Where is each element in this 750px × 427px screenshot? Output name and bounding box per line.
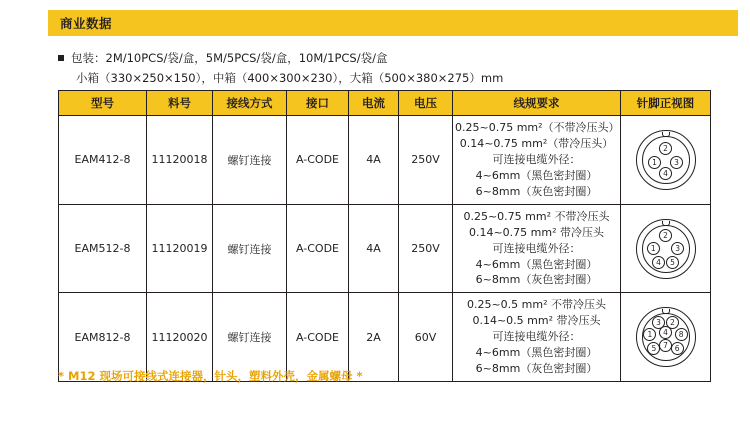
cell-part-no: 11120019	[147, 204, 213, 293]
connector-keyway-icon	[662, 309, 670, 314]
wire-spec-line: 可连接电缆外径：	[492, 241, 581, 255]
cell-wire-spec	[453, 204, 621, 293]
wire-spec-line: 可连接电缆外径：	[492, 330, 581, 344]
col-header-model: 型号	[59, 91, 147, 116]
connector-keyway-icon	[662, 132, 670, 137]
packaging-note	[58, 50, 387, 66]
pin: 3	[652, 316, 665, 329]
cell-interface: A-CODE	[287, 293, 349, 382]
pin: 5	[666, 256, 679, 269]
table-row	[59, 116, 711, 205]
col-header-wiring: 接线方式	[213, 91, 287, 116]
connector-4pin-icon	[636, 130, 696, 190]
cell-voltage: 60V	[399, 293, 453, 382]
cell-wiring: 螺钉连接	[213, 116, 287, 205]
wire-spec-line: 0.25~0.75 mm²（不带冷压头）	[455, 121, 620, 134]
col-header-voltage: 电压	[399, 91, 453, 116]
wire-spec-line: 0.25~0.5 mm² 不带冷压头	[466, 298, 607, 312]
section-header-bar	[48, 10, 738, 36]
col-header-current: 电流	[349, 91, 399, 116]
cell-wiring: 螺钉连接	[213, 204, 287, 293]
wire-spec-line: 0.14~0.75 mm² 带冷压头	[468, 225, 605, 239]
pin: 2	[659, 142, 672, 155]
pin: 4	[652, 256, 665, 269]
pin: 1	[647, 242, 660, 255]
col-header-pin-view: 针脚正视图	[621, 91, 711, 116]
pin: 4	[659, 326, 672, 339]
wire-spec-line: 6~8mm（灰色密封圈）	[475, 273, 598, 287]
pin: 4	[659, 167, 672, 180]
cell-wire-spec	[453, 293, 621, 382]
cell-interface: A-CODE	[287, 204, 349, 293]
connector-8pin-icon	[636, 307, 696, 367]
table-header-row	[59, 91, 711, 116]
cell-current: 2A	[349, 293, 399, 382]
wire-spec-line: 0.14~0.5 mm² 带冷压头	[472, 314, 601, 328]
col-header-wire-spec: 线规要求	[453, 91, 621, 116]
cell-model: EAM812-8	[59, 293, 147, 382]
pin: 1	[643, 328, 656, 341]
connector-keyway-icon	[662, 221, 670, 226]
pin-diagram-wrapper	[623, 209, 708, 289]
col-header-part-no: 料号	[147, 91, 213, 116]
cell-wire-spec	[453, 116, 621, 205]
carton-note	[76, 70, 503, 86]
wire-spec-line: 4~6mm（黑色密封圈）	[475, 346, 598, 360]
carton-note-text: 小箱（330×250×150），中箱（400×300×230），大箱（500×380×275）mm	[76, 71, 504, 85]
square-bullet-icon	[58, 55, 64, 61]
col-header-interface: 接口	[287, 91, 349, 116]
cell-pin-view	[621, 293, 711, 382]
wire-spec-line: 6~8mm（灰色密封圈）	[475, 184, 598, 198]
pin-diagram-wrapper	[623, 120, 708, 200]
cell-pin-view	[621, 116, 711, 205]
pin: 7	[659, 339, 672, 352]
pin: 3	[670, 156, 683, 169]
cell-part-no: 11120018	[147, 116, 213, 205]
wire-spec-line: 可连接电缆外径：	[492, 152, 581, 166]
pin: 1	[648, 156, 661, 169]
packaging-note-text: 包装：2M/10PCS/袋/盒，5M/5PCS/袋/盒，10M/1PCS/袋/盒	[71, 51, 388, 65]
connector-5pin-icon	[636, 219, 696, 279]
cell-model: EAM412-8	[59, 116, 147, 205]
wire-spec-line: 0.25~0.75 mm² 不带冷压头	[463, 209, 610, 223]
wire-spec-line: 6~8mm（灰色密封圈）	[475, 362, 598, 376]
wire-spec-line: 0.14~0.75 mm²（带冷压头）	[459, 136, 614, 150]
pin-diagram-wrapper	[623, 297, 708, 377]
pin: 2	[659, 229, 672, 242]
spec-table	[58, 90, 711, 382]
cell-current: 4A	[349, 116, 399, 205]
wire-spec-line: 4~6mm（黑色密封圈）	[475, 168, 598, 182]
cell-voltage: 250V	[399, 204, 453, 293]
pin: 6	[671, 342, 684, 355]
cell-voltage: 250V	[399, 116, 453, 205]
page-title: 商业数据	[60, 16, 113, 31]
cell-part-no: 11120020	[147, 293, 213, 382]
cell-pin-view	[621, 204, 711, 293]
cell-model: EAM512-8	[59, 204, 147, 293]
wire-spec-line: 4~6mm（黑色密封圈）	[475, 257, 598, 271]
cell-wiring: 螺钉连接	[213, 293, 287, 382]
pin: 2	[666, 316, 679, 329]
cell-current: 4A	[349, 204, 399, 293]
spec-table-wrapper	[58, 90, 710, 382]
cell-interface: A-CODE	[287, 116, 349, 205]
pin: 3	[671, 242, 684, 255]
pin: 5	[647, 342, 660, 355]
table-row	[59, 204, 711, 293]
footnote: * M12 现场可接线式连接器，针头，塑料外壳，金属螺母 *	[58, 369, 363, 383]
pin: 8	[675, 328, 688, 341]
